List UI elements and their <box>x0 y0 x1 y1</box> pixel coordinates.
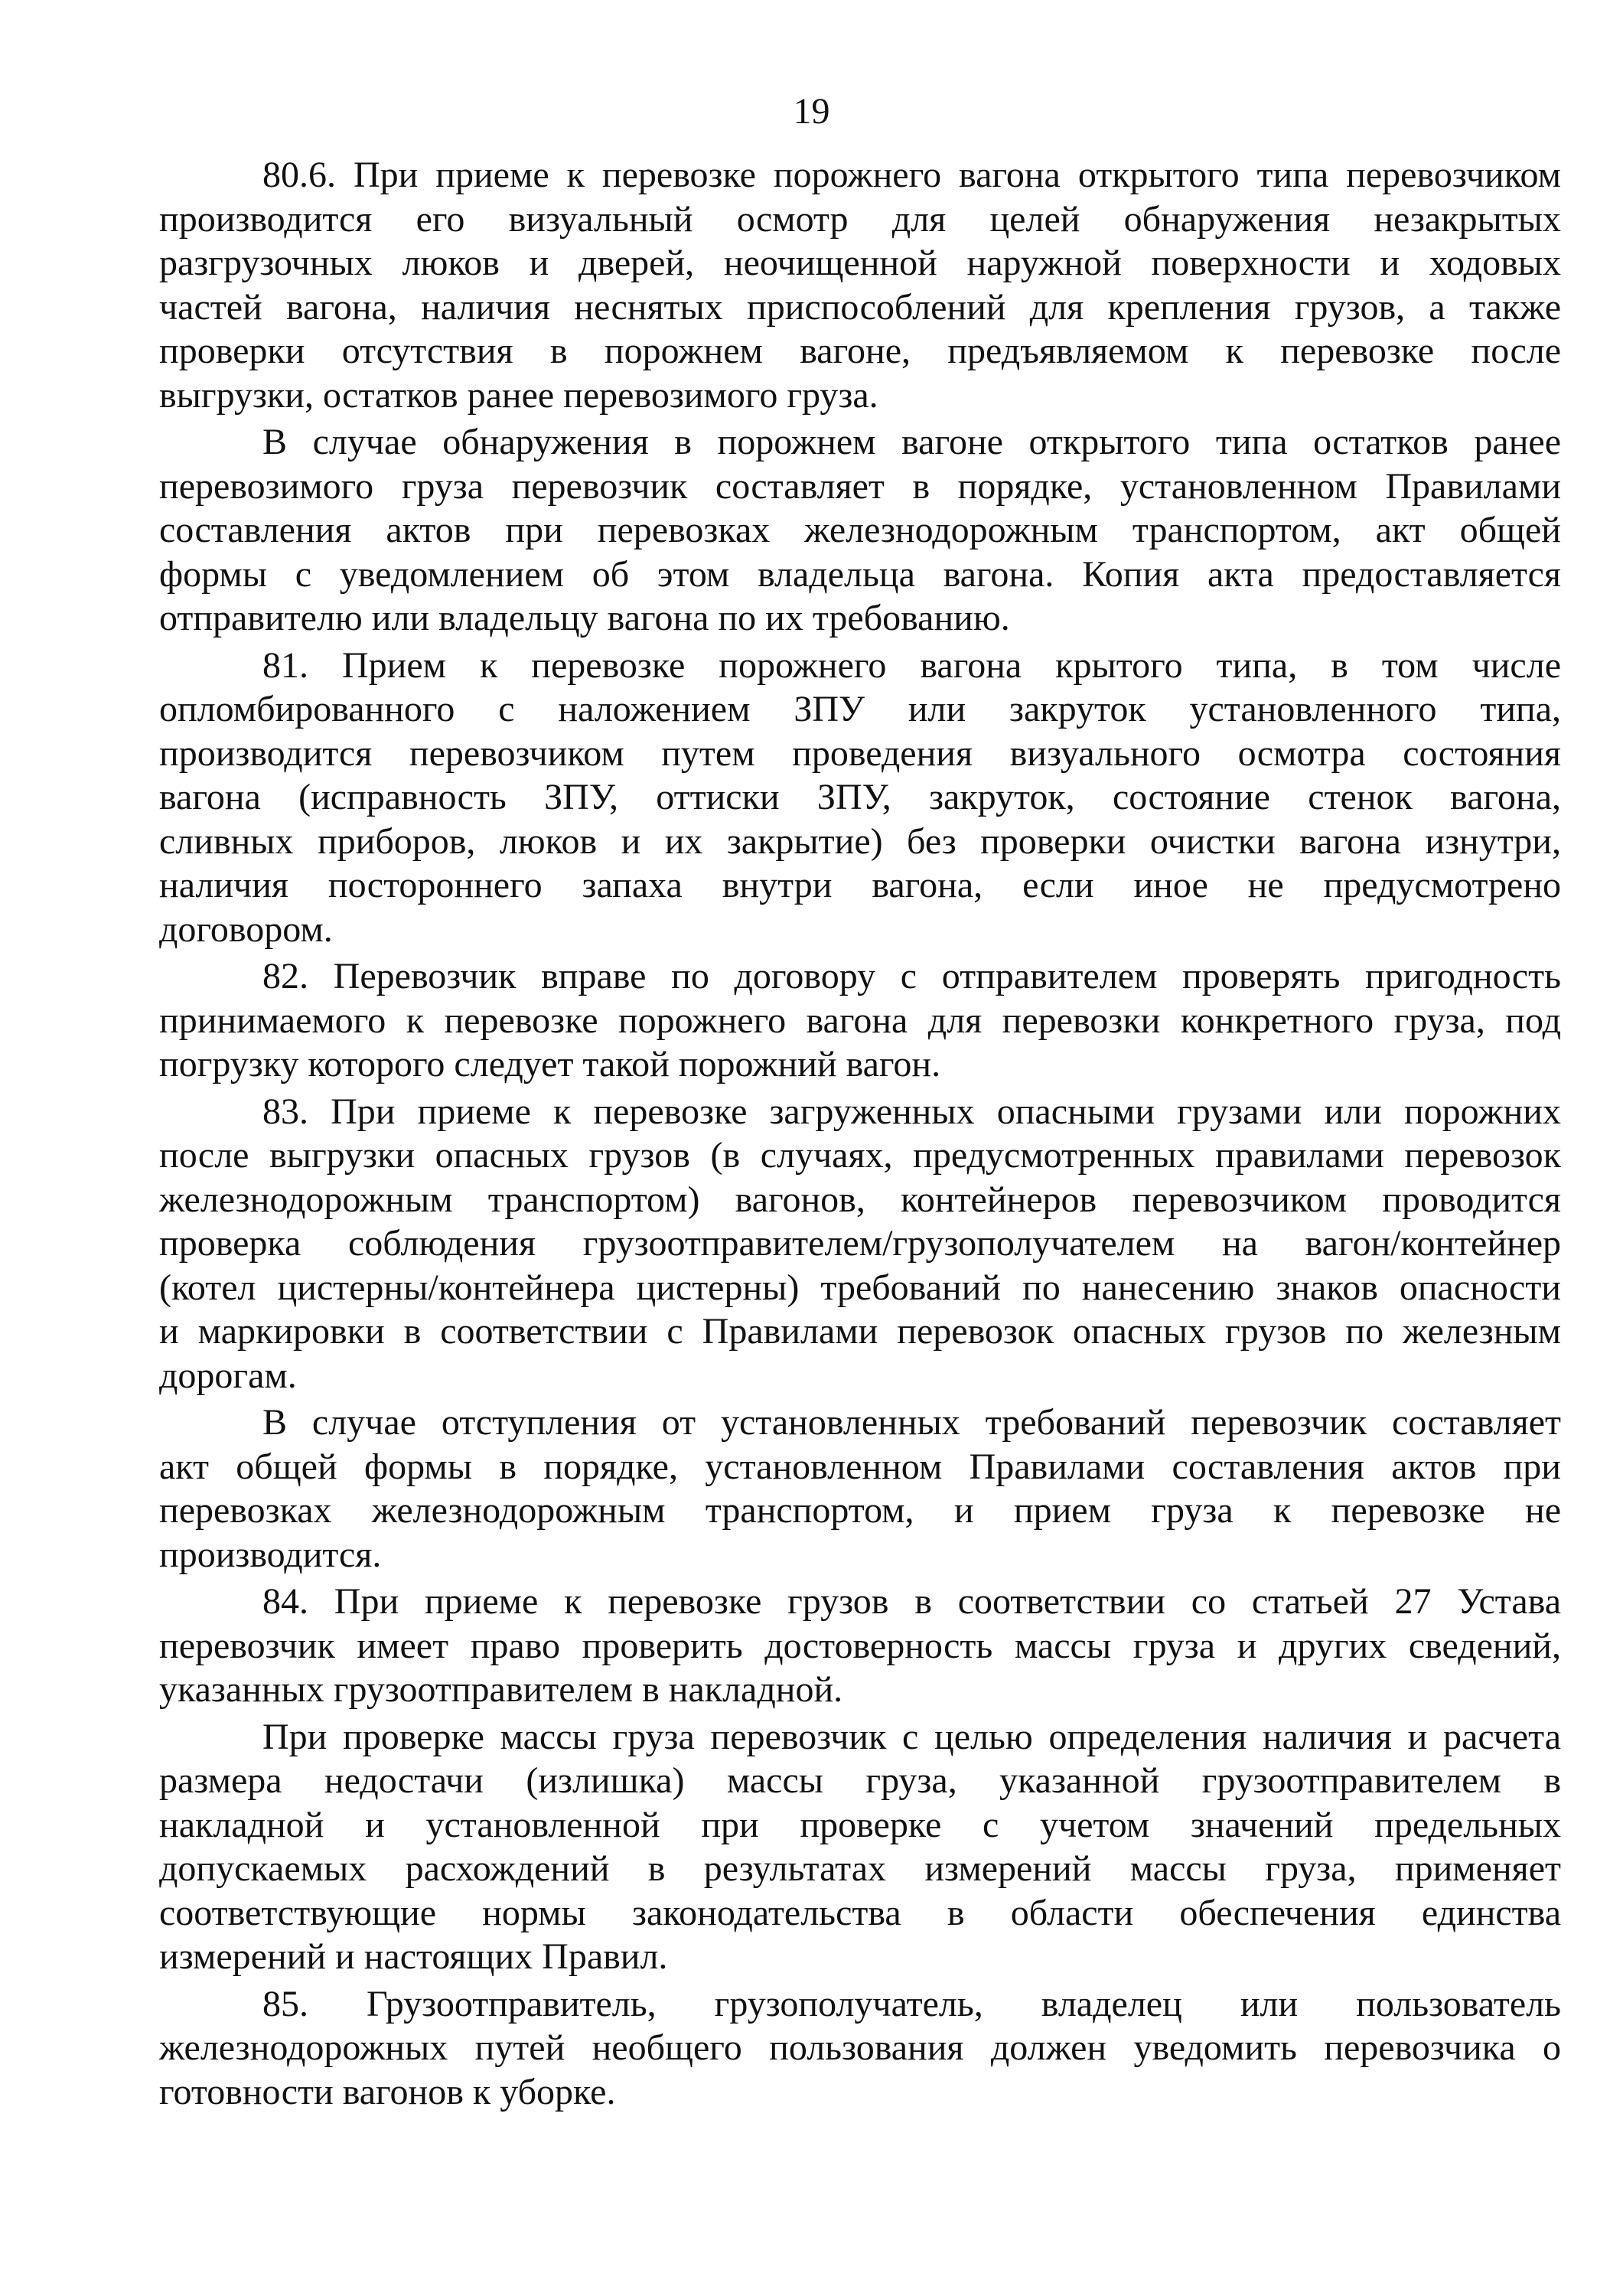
text-line: погрузку которого следует такой порожний вагон. <box>159 1044 941 1084</box>
text-line: В случае обнаружения в порожнем вагоне открытого типа остатков ранее <box>262 422 1561 462</box>
paragraph <box>159 420 1561 641</box>
text-line: частей вагона, наличия неснятых приспособлений для крепления грузов, а также <box>159 286 1561 328</box>
text-line: 81. Прием к перевозке порожнего вагона крытого типа, в том числе <box>262 644 1561 686</box>
text-line: 85. Грузоотправитель, грузополучатель, владелец или пользователь <box>262 1983 1561 2024</box>
text-line: В случае отступления от установленных требований перевозчик составляет <box>262 1402 1561 1443</box>
text-line: готовности вагонов к уборке. <box>159 2071 616 2112</box>
paragraph <box>159 153 1561 417</box>
paragraph <box>159 1090 1561 1398</box>
paragraph <box>159 1715 1561 1979</box>
text-line: вагона (исправность ЗПУ, оттиски ЗПУ, закруток, состояние стенок вагона, <box>159 777 1561 817</box>
paragraph <box>159 644 1561 952</box>
paragraph <box>159 954 1561 1087</box>
text-line: договором. <box>159 908 333 950</box>
text-line: перевозимого груза перевозчик составляет в порядке, установленном Правилами <box>159 465 1561 507</box>
text-line: выгрузки, остатков ранее перевозимого груза. <box>159 374 878 416</box>
text-line: 82. Перевозчик вправе по договору с отправителем проверять пригодность <box>262 956 1561 996</box>
text-line: наличия постороннего запаха внутри вагона, если иное не предусмотрено <box>159 865 1561 905</box>
text-line: указанных грузоотправителем в накладной. <box>159 1669 843 1710</box>
text-line: 84. При приеме к перевозке грузов в соответствии со статьей 27 Устава <box>262 1581 1561 1622</box>
text-line: перевозчик имеет право проверить достоверность массы груза и других сведений, <box>159 1625 1561 1666</box>
document-body <box>159 153 1561 2117</box>
text-line: железнодорожным транспортом) вагонов, контейнеров перевозчиком проводится <box>159 1179 1561 1220</box>
text-line: проверка соблюдения грузоотправителем/грузополучателем на вагон/контейнер <box>159 1223 1561 1264</box>
text-line: 80.6. При приеме к перевозке порожнего вагона открытого типа перевозчиком <box>262 155 1561 195</box>
text-line: и маркировки в соответствии с Правилами перевозок опасных грузов по железным <box>159 1311 1561 1352</box>
text-line: дорогам. <box>159 1355 297 1396</box>
text-line: формы с уведомлением об этом владельца вагона. Копия акта предоставляется <box>159 553 1561 595</box>
text-line: измерений и настоящих Правил. <box>159 1936 668 1977</box>
text-line: сливных приборов, люков и их закрытие) без проверки очистки вагона изнутри, <box>159 820 1561 862</box>
text-line: после выгрузки опасных грузов (в случаях, предусмотренных правилами перевозок <box>159 1135 1561 1176</box>
text-line: перевозках железнодорожным транспортом, и прием груза к перевозке не <box>159 1490 1561 1531</box>
text-line: При проверке массы груза перевозчик с целью определения наличия и расчета <box>262 1716 1561 1757</box>
text-line: проверки отсутствия в порожнем вагоне, предъявляемом к перевозке после <box>159 331 1561 371</box>
text-line: составления актов при перевозках железнодорожным транспортом, акт общей <box>159 510 1561 550</box>
text-line: (котел цистерны/контейнера цистерны) требований по нанесению знаков опасности <box>159 1267 1561 1308</box>
paragraph <box>159 1401 1561 1577</box>
paragraph <box>159 1982 1561 2115</box>
text-line: производится его визуальный осмотр для целей обнаружения незакрытых <box>159 198 1561 240</box>
text-line: отправителю или владельцу вагона по их требованию. <box>159 598 1010 638</box>
text-line: размера недостачи (излишка) массы груза, указанной грузоотправителем в <box>159 1760 1561 1801</box>
text-line: производится. <box>159 1534 382 1575</box>
text-line: допускаемых расхождений в результатах измерений массы груза, применяет <box>159 1848 1561 1889</box>
text-line: соответствующие нормы законодательства в области обеспечения единства <box>159 1892 1561 1933</box>
text-line: принимаемого к перевозке порожнего вагона для перевозки конкретного груза, под <box>159 1000 1561 1041</box>
text-line: акт общей формы в порядке, установленном Правилами составления актов при <box>159 1446 1561 1487</box>
text-line: 83. При приеме к перевозке загруженных опасными грузами или порожних <box>262 1091 1561 1132</box>
text-line: железнодорожных путей необщего пользования должен уведомить перевозчика о <box>159 2027 1561 2068</box>
text-line: накладной и установленной при проверке с учетом значений предельных <box>159 1804 1561 1845</box>
text-line: разгрузочных люков и дверей, неочищенной наружной поверхности и ходовых <box>159 243 1561 283</box>
page-number: 19 <box>793 91 830 132</box>
text-line: опломбированного с наложением ЗПУ или закруток установленного типа, <box>159 689 1561 729</box>
paragraph <box>159 1580 1561 1712</box>
text-line: производится перевозчиком путем проведения визуального осмотра состояния <box>159 732 1561 774</box>
